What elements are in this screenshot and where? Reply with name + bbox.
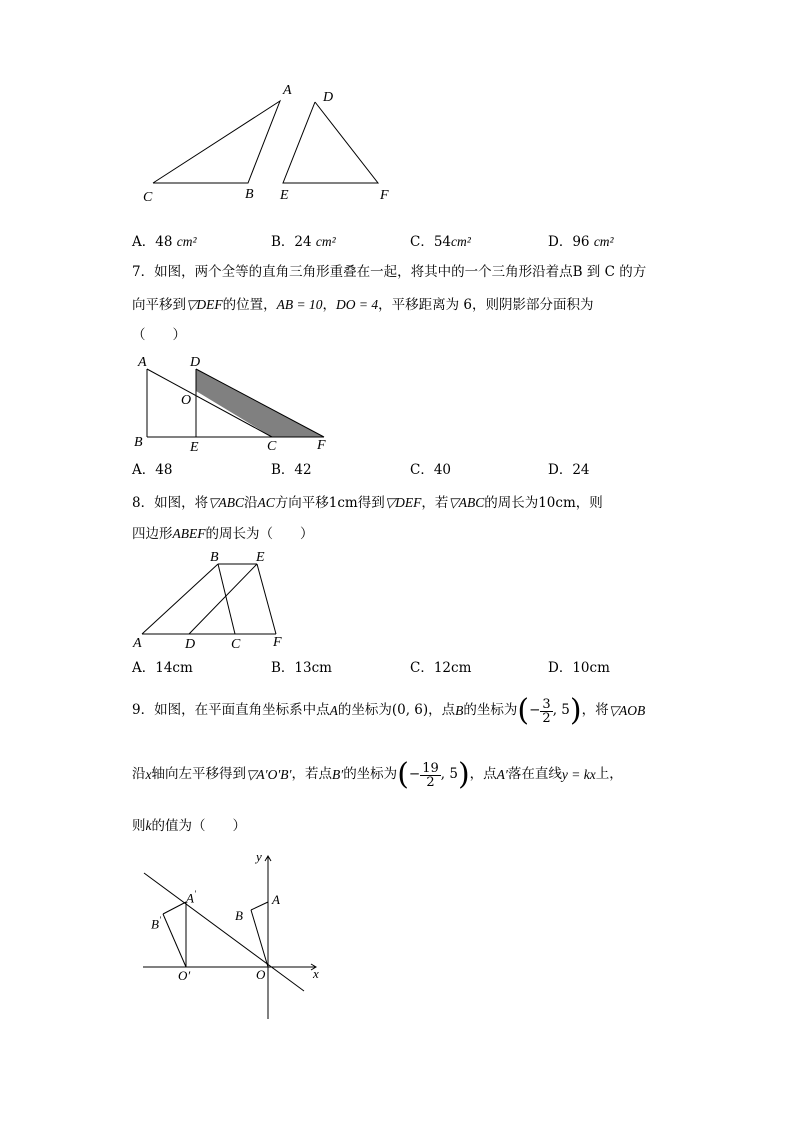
line-y-kx [144, 873, 304, 991]
fig6-label-c: C [143, 190, 153, 205]
q6-option-d: D．96 cm² [548, 234, 614, 250]
q8-option-a: A．14cm [132, 660, 193, 676]
q9-line3: 则k的值为（ ） [132, 818, 246, 834]
fig8-label-e: E [256, 550, 265, 565]
fig9-label-y: y [256, 849, 262, 864]
q7-option-c: C．40 [410, 462, 452, 478]
q8-line1: 8．如图，将▽ABC沿AC方向平移1cm得到▽DEF，若▽ABC的周长为10cm，则 [132, 495, 603, 511]
q6-option-a: A．48 cm² [132, 234, 197, 250]
fig8-label-c: C [231, 637, 241, 652]
fig6-label-a: A [283, 83, 292, 98]
fig6-label-d: D [323, 90, 334, 105]
fig7-label-b: B [134, 435, 143, 450]
q8-option-d: D．10cm [548, 660, 610, 676]
fig7-label-o: O [181, 393, 192, 408]
q8-option-b: B．13cm [271, 660, 332, 676]
fig7-label-c: C [267, 439, 277, 454]
q7-option-b: B．42 [271, 462, 312, 478]
fig8-label-b: B [210, 550, 219, 565]
fig7-label-e: E [190, 440, 199, 455]
fig8-label-a: A [133, 636, 142, 651]
fig9-label-a: A [272, 892, 280, 907]
fig8-label-f: F [273, 635, 282, 650]
q7-answer-blank: （ ） [132, 327, 186, 343]
q8-option-c: C．12cm [410, 660, 472, 676]
fig9-label-b-prime: B' [151, 915, 161, 932]
fig7-label-a: A [138, 355, 147, 370]
fig9-label-o-prime: O′ [178, 968, 191, 983]
fig8-label-d: D [185, 637, 196, 652]
q6-option-c: C．54cm² [410, 234, 471, 250]
fig9-label-a-prime: A' [186, 889, 196, 906]
q6-option-b: B．24 cm² [271, 234, 336, 250]
q7-line2: 向平移到▽DEF的位置，AB = 10，DO = 4，平移距离为 6，则阴影部分面积为 [132, 297, 594, 313]
q7-option-a: A．48 [132, 462, 173, 478]
fig6-label-f: F [380, 188, 389, 203]
fig9-label-x: x [313, 966, 319, 981]
q7-option-d: D．24 [548, 462, 590, 478]
fig6-label-b: B [245, 187, 254, 202]
fig9-label-b: B [235, 908, 243, 923]
fig9-label-o: O [256, 967, 266, 982]
q9-line2: 沿 x 轴向左平移得到 ▽A′O′B′ ，若点 B′ 的坐标为 ( − $\frac{19}{2}$ , 5 ) ，点 A′ 落在直线 y = kx 上， [132, 757, 623, 792]
fig7-label-f: F [317, 438, 326, 453]
fig7-label-d: D [190, 355, 201, 370]
q8-line2: 四边形ABEF的周长为（ ） [132, 526, 314, 542]
q9-line1: 9．如图，在平面直角坐标系中点 A 的坐标为 (0, 6) ，点 B 的坐标为 ( − $\frac{3}{2}$ , 5 ) ，将 ▽AOB [132, 693, 646, 728]
q7-line1: 7．如图，两个全等的直角三角形重叠在一起，将其中的一个三角形沿着点B 到 C 的方 [132, 264, 647, 280]
fig6-label-e: E [280, 188, 289, 203]
